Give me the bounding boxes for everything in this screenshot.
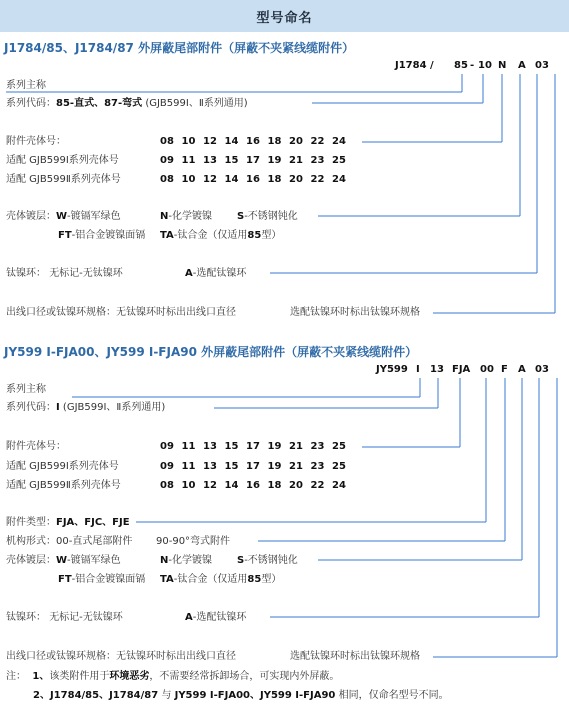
s1-code-p3: 10	[478, 60, 492, 71]
s2-plating-s: S	[237, 555, 245, 566]
s1-plating-ft-desc: -铝合金镀镍面镉	[71, 230, 146, 241]
s2-gjb2-num: 10	[181, 480, 196, 491]
s2-gjb1-num: 17	[246, 461, 260, 472]
s2-mech-label: 机构形式：	[6, 536, 56, 547]
s2-code-p3: 13	[430, 364, 444, 375]
s2-plating-label: 壳体镀层：	[6, 555, 56, 566]
s1-gjb1-num: 25	[332, 155, 346, 166]
s2-gjb1-num: 11	[181, 461, 196, 472]
s2-gjb1-num: 21	[289, 461, 303, 472]
s1-gjb1-num: 21	[289, 155, 303, 166]
s2-shell-num: 23	[310, 441, 325, 452]
s2-shell-num: 19	[267, 441, 282, 452]
s2-code-p8: 03	[535, 364, 549, 375]
s1-gjb1-num: 15	[224, 155, 239, 166]
notes-prefix: 注：	[6, 671, 26, 682]
s2-gjb2-num: 12	[203, 480, 217, 491]
s1-shell-num: 18	[267, 136, 282, 147]
s1-gjb1-num: 23	[310, 155, 325, 166]
s1-code-p6: 03	[535, 60, 549, 71]
s2-gjb2-num: 20	[289, 480, 303, 491]
s2-shell-num: 09	[160, 441, 174, 452]
s1-gjb2-num: 08	[160, 174, 174, 185]
s1-plating-w-desc: -镀镉军绿色	[67, 211, 121, 222]
s1-gjb2-num: 12	[203, 174, 217, 185]
s2-series-code-note: (GJB599Ⅰ、Ⅱ系列通用)	[62, 402, 166, 413]
note1-b: 环境恶劣	[109, 671, 150, 682]
s1-plating-label: 壳体镀层：	[6, 211, 56, 222]
s1-shell-num: 20	[289, 136, 303, 147]
s1-plating-ta-desc: -钛合金（仅适用	[173, 230, 248, 241]
s1-gjb1-num: 17	[246, 155, 260, 166]
s2-gjb2-num: 22	[310, 480, 325, 491]
s2-shell-num: 21	[289, 441, 303, 452]
s2-plating-ta: TA	[160, 574, 174, 585]
s2-gjb2-num: 18	[267, 480, 282, 491]
s2-gjb1-num: 25	[332, 461, 346, 472]
s2-code-p5: 00	[480, 364, 494, 375]
s1-gjb2-num: 10	[181, 174, 196, 185]
s1-shell-num: 24	[332, 136, 346, 147]
note2-b: 与	[161, 690, 172, 701]
s2-ring-a-desc: -选配钛镍环	[192, 612, 247, 623]
s1-series-main: 系列主称	[6, 80, 46, 91]
s1-series-code-label: 系列代码：	[6, 98, 56, 109]
s2-ring-a: A	[185, 612, 193, 623]
s1-gjb2-num: 22	[310, 174, 325, 185]
s1-plating-ft: FT	[58, 230, 72, 241]
s2-gjb1-num: 19	[267, 461, 282, 472]
s1-code-p1: J1784 /	[395, 60, 434, 71]
note1-num: 1、	[32, 671, 50, 682]
s1-plating-s: S	[237, 211, 245, 222]
s2-code-p1: JY599	[376, 364, 408, 375]
s2-shell-num: 11	[181, 441, 196, 452]
s1-plating-s-desc: -不锈钢钝化	[244, 211, 298, 222]
s2-code-p2: I	[416, 364, 420, 375]
s1-ring-a: A	[185, 268, 193, 279]
s2-ring-none: 无标记-无钛镍环	[49, 612, 123, 623]
s2-plating-ft-desc: -铝合金镀镍面镉	[71, 574, 146, 585]
s1-gjb1-num: 11	[181, 155, 196, 166]
s1-ring-none: 无标记-无钛镍环	[49, 268, 123, 279]
s1-series-code-value: 85-直式、87-弯式	[56, 98, 143, 109]
s1-gjb2-num: 14	[224, 174, 239, 185]
s2-plating-ta-num: 85	[247, 574, 262, 585]
s2-gjb2-num: 24	[332, 480, 346, 491]
s2-gjb1-label: 适配 GJB599Ⅰ系列壳体号	[6, 461, 119, 472]
s1-outlet-label: 出线口径或钛镍环规格：无钛镍环时标出出线口直径	[6, 307, 236, 318]
s2-plating-ft: FT	[58, 574, 72, 585]
s2-gjb1-num: 23	[310, 461, 325, 472]
note2-d: 相同，仅命名型号不同。	[338, 690, 449, 701]
s1-gjb1-num: 09	[160, 155, 174, 166]
s1-code-p4: N	[498, 60, 507, 71]
s2-shell-num: 15	[224, 441, 239, 452]
s1-ring-label: 钛镍环：	[6, 268, 46, 279]
s2-gjb2-num: 08	[160, 480, 174, 491]
s1-shell-num: 16	[246, 136, 260, 147]
s1-gjb2-label: 适配 GJB599Ⅱ系列壳体号	[6, 174, 121, 185]
s2-shell-num: 25	[332, 441, 346, 452]
s1-gjb1-num: 19	[267, 155, 282, 166]
s1-plating-n: N	[160, 211, 169, 222]
s1-shell-num: 12	[203, 136, 217, 147]
s2-plating-ta-end: 型）	[261, 574, 282, 585]
note2-num: 2、	[33, 690, 50, 701]
s2-mech-value: 00-直式尾部附件	[56, 536, 133, 547]
s1-plating-ta-end: 型）	[261, 230, 282, 241]
s1-shell-num: 10	[181, 136, 196, 147]
s2-gjb1-num: 15	[224, 461, 239, 472]
s2-outlet-right: 选配钛镍环时标出钛镍环规格	[290, 651, 420, 662]
s1-gjb2-num: 18	[267, 174, 282, 185]
s1-plating-w: W	[56, 211, 68, 222]
section1-title: J1784/85、J1784/87 外屏蔽尾部附件（屏蔽不夹紧线缆附件）	[4, 41, 355, 55]
s1-code-p2: 85	[454, 60, 468, 71]
s1-shell-num: 22	[310, 136, 325, 147]
s1-gjb1-num: 13	[203, 155, 217, 166]
s2-gjb2-num: 14	[224, 480, 239, 491]
page-title: 型号命名	[256, 10, 313, 26]
s2-shell-label: 附件壳体号：	[6, 441, 66, 452]
s2-ring-label: 钛镍环：	[6, 612, 46, 623]
s2-type-value: FJA、FJC、FJE	[56, 517, 130, 528]
s1-plating-n-desc: -化学镀镍	[168, 211, 212, 222]
s2-code-p6: F	[501, 364, 508, 375]
s1-code-dash: -	[470, 60, 475, 71]
s2-shell-num: 17	[246, 441, 260, 452]
s2-shell-num: 13	[203, 441, 217, 452]
s1-ring-a-desc: -选配钛镍环	[192, 268, 247, 279]
s2-gjb1-num: 09	[160, 461, 174, 472]
s2-series-code-value: I	[56, 402, 60, 413]
s1-gjb2-num: 16	[246, 174, 260, 185]
s2-series-code-label: 系列代码：	[6, 402, 56, 413]
s1-plating-ta: TA	[160, 230, 174, 241]
s2-plating-w: W	[56, 555, 68, 566]
s1-outlet-right: 选配钛镍环时标出钛镍环规格	[290, 307, 420, 318]
s1-series-code-note: (GJB599Ⅰ、Ⅱ系列通用)	[145, 98, 248, 109]
s2-code-p7: A	[518, 364, 526, 375]
s2-mech-value2: 90-90°弯式附件	[156, 536, 231, 547]
s2-plating-n-desc: -化学镀镍	[168, 555, 212, 566]
s2-gjb2-label: 适配 GJB599Ⅱ系列壳体号	[6, 480, 121, 491]
s2-plating-s-desc: -不锈钢钝化	[244, 555, 298, 566]
note1-a: 该类附件用于	[49, 671, 110, 682]
s1-gjb2-num: 24	[332, 174, 346, 185]
s2-gjb1-num: 13	[203, 461, 217, 472]
s1-gjb1-label: 适配 GJB599Ⅰ系列壳体号	[6, 155, 119, 166]
s2-code-p4: FJA	[452, 364, 471, 375]
s1-shell-label: 附件壳体号：	[6, 136, 66, 147]
s1-plating-ta-num: 85	[247, 230, 262, 241]
section2-title: JY599 I-FJA00、JY599 I-FJA90 外屏蔽尾部附件（屏蔽不夹紧线缆附件）	[4, 345, 418, 359]
note1-c: ，不需要经常拆卸场合，可实现内外屏蔽。	[149, 671, 340, 682]
s2-type-label: 附件类型：	[6, 517, 56, 528]
s2-outlet-label: 出线口径或钛镍环规格：无钛镍环时标出出线口直径	[6, 651, 236, 662]
s2-plating-ta-desc: -钛合金（仅适用	[173, 574, 248, 585]
s2-plating-n: N	[160, 555, 169, 566]
s2-series-main: 系列主称	[6, 384, 46, 395]
note2-c: JY599 I-FJA00、JY599 I-FJA90	[174, 690, 336, 701]
s1-shell-num: 14	[224, 136, 239, 147]
s2-plating-w-desc: -镀镉军绿色	[67, 555, 121, 566]
note2-a: J1784/85、J1784/87	[49, 690, 159, 701]
s1-code-p5: A	[518, 60, 526, 71]
s1-shell-num: 08	[160, 136, 174, 147]
s2-gjb2-num: 16	[246, 480, 260, 491]
s1-gjb2-num: 20	[289, 174, 303, 185]
